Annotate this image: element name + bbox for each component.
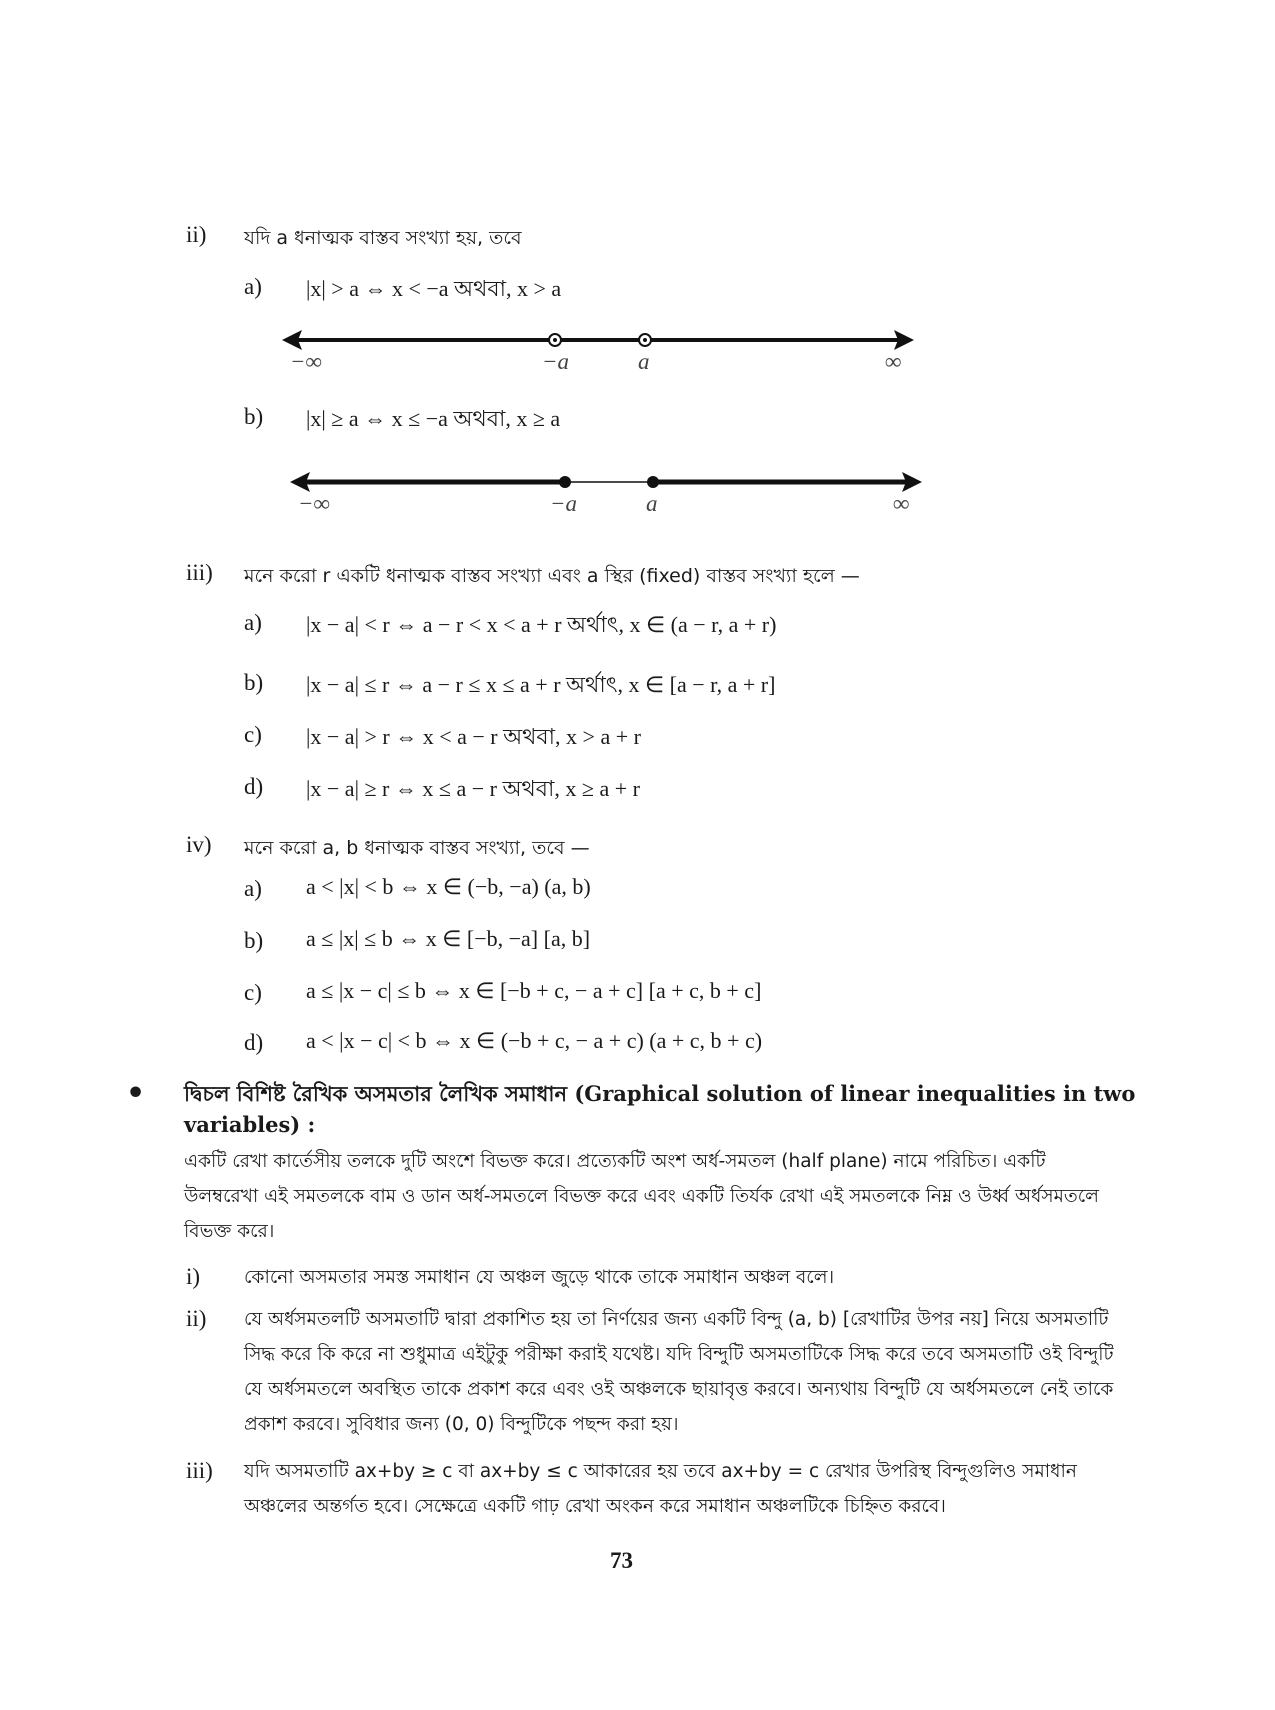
point-marker: iii) — [186, 1458, 213, 1483]
item-marker: c) — [244, 980, 262, 1005]
formula: |x − a| < r ⇔ a − r < x < a + r অর্থাৎ, x ∈ (a − r, a + r) — [306, 612, 777, 637]
formula: |x − a| > r ⇔ x < a − r অথবা, x > a + r — [306, 724, 641, 749]
section-iii-marker: iii) — [186, 560, 213, 585]
item-marker: d) — [244, 774, 264, 799]
number-line-open — [280, 318, 920, 378]
section-heading-cont: variables) : — [184, 1112, 316, 1137]
bullet: • — [126, 1076, 146, 1111]
label-infinity: ∞ — [885, 349, 902, 374]
point-text: কোনো অসমতার সমস্ত সমাধান যে অঞ্চল জুড়ে থাকে তাকে সমাধান অঞ্চল বলে। — [244, 1267, 835, 1288]
point-marker: ii) — [186, 1306, 207, 1331]
closed-point-neg-a — [559, 476, 571, 488]
label-infinity: ∞ — [893, 491, 910, 516]
formula: |x − a| ≥ r ⇔ x ≤ a − r অথবা, x ≥ a + r — [306, 776, 640, 801]
closed-point-a — [647, 476, 659, 488]
point-text: যদি অসমতাটি ax+by ≥ c বা ax+by ≤ c আকারের হয় তবে ax+by = c রেখার উপরিস্থ বিন্দুগুলিও সমাধান অঞ্চলের অন্তর্গত হবে। সেক্ষেত্রে একটি গাঢ় রেখা অংকন করে সমাধান অঞ্চলটিকে চিহ্নিত করবে। — [244, 1461, 1077, 1517]
formula: |x| ≥ a ⇔ x ≤ −a অথবা, x ≥ a — [306, 406, 561, 431]
label-neg-infinity: −∞ — [290, 349, 322, 374]
number-line-closed — [288, 462, 928, 522]
section-ii-text: যদি a ধনাত্মক বাস্তব সংখ্যা হয়, তবে — [244, 227, 522, 249]
open-point-center — [553, 338, 557, 342]
label-neg-infinity: −∞ — [298, 491, 330, 516]
formula: |x − a| ≤ r ⇔ a − r ≤ x ≤ a + r অর্থাৎ, x ∈ [a − r, a + r] — [306, 672, 776, 697]
item-marker: b) — [244, 928, 264, 953]
point-text: যে অর্ধসমতলটি অসমতাটি দ্বারা প্রকাশিত হয় তা নির্ণয়ের জন্য একটি বিন্দু (a, b) [রেখাটির উপর নয়] নিয়ে অসমতাটি সিদ্ধ করে কি করে না শুধুমাত্র এইটুকু পরীক্ষা করাই যথেষ্ট। যদি বিন্দুটি অসমতাটিকে সিদ্ধ করে তবে অসমতাটি ওই বিন্দুটি যে অর্ধসমতলে অবস্থিত তাকে প্রকাশ করে এবং ওই অঞ্চলকে ছায়াবৃত্ত করবে। অন্যথায় বিন্দুটি যে অর্ধসমতলে নেই তাকে প্রকাশ করবে। সুবিধার জন্য (0, 0) বিন্দুটিকে পছন্দ করা হয়। — [244, 1309, 1114, 1435]
section-ii-marker: ii) — [186, 222, 207, 247]
label-neg-a: −a — [550, 491, 578, 516]
intro-paragraph: একটি রেখা কার্তেসীয় তলকে দুটি অংশে বিভক্ত করে। প্রত্যেকটি অংশ অর্ধ-সমতল (half plane) নামে পরিচিত। একটি উলম্বরেখা এই সমতলকে বাম ও ডান অর্ধ-সমতলে বিভক্ত করে এবং একটি তির্যক রেখা এই সমতলকে নিম্ন ও উর্ধ্ব অর্ধসমতলে বিভক্ত করে। — [184, 1151, 1099, 1242]
section-heading: দ্বিচল বিশিষ্ট রৈখিক অসমতার লৈখিক সমাধান (Graphical solution of linear inequalities in two — [184, 1081, 1136, 1106]
item-marker: a) — [244, 876, 262, 901]
section-iii-text: মনে করো r একটি ধনাত্মক বাস্তব সংখ্যা এবং a স্থির (fixed) বাস্তব সংখ্যা হলে — — [244, 565, 860, 587]
label-a: a — [646, 491, 658, 516]
section-iv-text: মনে করো a, b ধনাত্মক বাস্তব সংখ্যা, তবে — — [244, 837, 590, 859]
label-neg-a: −a — [542, 349, 570, 374]
item-marker: c) — [244, 722, 262, 747]
item-marker: a) — [244, 274, 262, 299]
formula: a < |x| < b ⇔ x ∈ (−b, −a) (a, b) — [306, 874, 591, 899]
page-number: 73 — [610, 1548, 633, 1573]
item-marker: d) — [244, 1030, 264, 1055]
item-marker: b) — [244, 670, 264, 695]
item-marker: b) — [244, 404, 264, 429]
formula: a ≤ |x − c| ≤ b ⇔ x ∈ [−b + c, − a + c] [a + c, b + c] — [306, 978, 762, 1003]
formula: a < |x − c| < b ⇔ x ∈ (−b + c, − a + c) (a + c, b + c) — [306, 1028, 763, 1053]
label-a: a — [638, 349, 650, 374]
formula: |x| > a ⇔ x < −a অথবা, x > a — [306, 276, 562, 301]
point-marker: i) — [186, 1264, 201, 1289]
open-point-center — [643, 338, 647, 342]
formula: a ≤ |x| ≤ b ⇔ x ∈ [−b, −a] [a, b] — [306, 926, 591, 951]
section-iv-marker: iv) — [186, 832, 212, 857]
item-marker: a) — [244, 610, 262, 635]
